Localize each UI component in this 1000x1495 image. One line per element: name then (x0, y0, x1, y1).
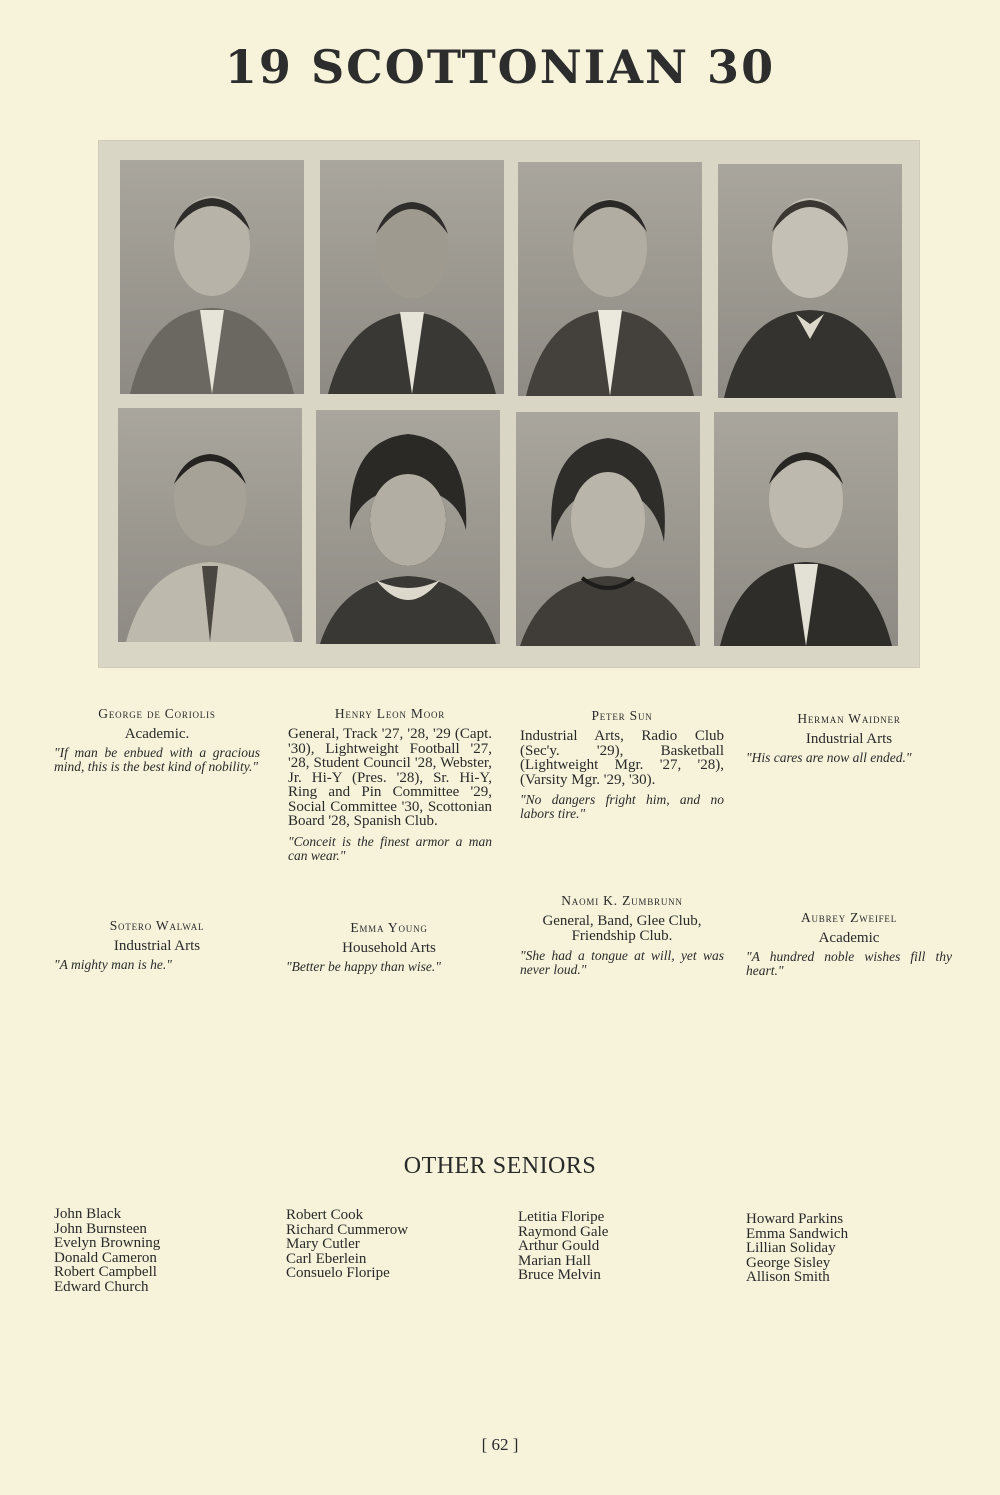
senior-name: Peter Sun (591, 708, 653, 723)
senior-course: Academic (818, 930, 880, 946)
senior-activities: General, Band, Glee Club, Friendship Club. (542, 913, 702, 944)
senior-list-item: Robert Campbell (54, 1264, 157, 1281)
portrait-photo (120, 160, 304, 394)
senior-bio (54, 706, 260, 774)
senior-quote: "Conceit is the finest armor a man can wear." (288, 833, 492, 863)
senior-list-item: Donald Cameron (54, 1249, 157, 1266)
senior-list-item: Howard Parkins (746, 1211, 844, 1227)
senior-quote: "Better be happy than wise." (286, 959, 441, 974)
senior-activities: General, Track '27, '28, '29 (Capt. '30), Lightweight Football '27, '28, Student Council '28, Webster, Jr. Hi-Y (Pres. '28), Sr. Hi-Y, Ring and Pin Committee '29, Social Committee '30, Scottonian Board '28, Spanish Club. (288, 726, 492, 829)
senior-course: Academic. (124, 726, 190, 742)
other-seniors-heading: OTHER SENIORS (403, 1153, 597, 1179)
senior-list-item: Allison Smith (746, 1269, 830, 1286)
senior-list-item: Carl Eberlein (286, 1250, 367, 1267)
senior-name: Henry Leon Moor (334, 706, 446, 721)
senior-name: George de Coriolis (98, 706, 216, 721)
senior-name: Sotero Walwal (109, 918, 205, 933)
senior-quote: "A mighty man is he." (54, 957, 172, 972)
senior-bio (746, 910, 952, 978)
senior-name: Emma Young (350, 920, 428, 935)
senior-bio (288, 706, 492, 863)
senior-list-item: Bruce Melvin (518, 1267, 601, 1284)
senior-list-item: Letitia Floripe (518, 1209, 605, 1225)
senior-name: Aubrey Zweifel (800, 910, 898, 925)
senior-list-item: Richard Cummerow (286, 1221, 409, 1238)
senior-list-item: Lillian Soliday (746, 1240, 836, 1257)
senior-list-item: Arthur Gould (518, 1238, 600, 1255)
senior-bio (520, 893, 724, 977)
senior-quote: "No dangers fright him, and no labors tire." (520, 792, 724, 821)
senior-list-item: Emma Sandwich (746, 1225, 849, 1242)
portrait-photo (518, 162, 702, 396)
yearbook-header: 19 SCOTTONIAN 30 (224, 40, 776, 94)
senior-course: Industrial Arts (805, 731, 893, 747)
senior-bio (520, 708, 724, 821)
other-seniors-column (518, 1210, 608, 1283)
senior-course: Industrial Arts (113, 938, 201, 954)
senior-name: Herman Waidner (797, 711, 901, 726)
portrait-photo (316, 410, 500, 644)
senior-list-item: Raymond Gale (518, 1223, 609, 1240)
senior-bio (54, 918, 260, 972)
senior-list-item: Evelyn Browning (54, 1235, 161, 1252)
portrait-photo (714, 412, 898, 646)
senior-course: Household Arts (342, 940, 436, 956)
portrait-photo (118, 408, 302, 642)
other-seniors-column (54, 1207, 160, 1295)
senior-list-item: Consuelo Floripe (286, 1265, 390, 1282)
senior-quote: "A hundred noble wishes fill thy heart." (746, 949, 952, 978)
senior-name: Naomi K. Zumbrunn (561, 893, 683, 908)
senior-list-item: George Sisley (746, 1254, 831, 1271)
page-number: [ 62 ] (481, 1435, 519, 1454)
other-seniors-column (746, 1212, 848, 1285)
senior-list-item: Mary Cutler (286, 1236, 360, 1253)
other-seniors-column (286, 1208, 408, 1281)
portrait-photo (718, 164, 902, 398)
portrait-photo (320, 160, 504, 394)
senior-list-item: John Burnsteen (54, 1220, 147, 1237)
senior-list-item: John Black (54, 1206, 122, 1222)
portrait-panel (98, 140, 920, 668)
senior-quote: "His cares are now all ended." (746, 750, 912, 765)
portrait-photo (516, 412, 700, 646)
senior-quote: "She had a tongue at will, yet was never loud." (520, 948, 724, 977)
senior-list-item: Edward Church (54, 1278, 149, 1295)
senior-list-item: Robert Cook (286, 1207, 364, 1223)
senior-bio (746, 711, 952, 765)
senior-list-item: Marian Hall (518, 1252, 591, 1269)
senior-bio (286, 920, 492, 974)
senior-quote: "If man be enbued with a gracious mind, this is the best kind of nobility." (54, 745, 260, 774)
senior-activities: Industrial Arts, Radio Club (Sec'y. '29), Basketball (Lightweight Mgr. '27, '28), (Varsity Mgr. '29, '30). (520, 728, 724, 788)
